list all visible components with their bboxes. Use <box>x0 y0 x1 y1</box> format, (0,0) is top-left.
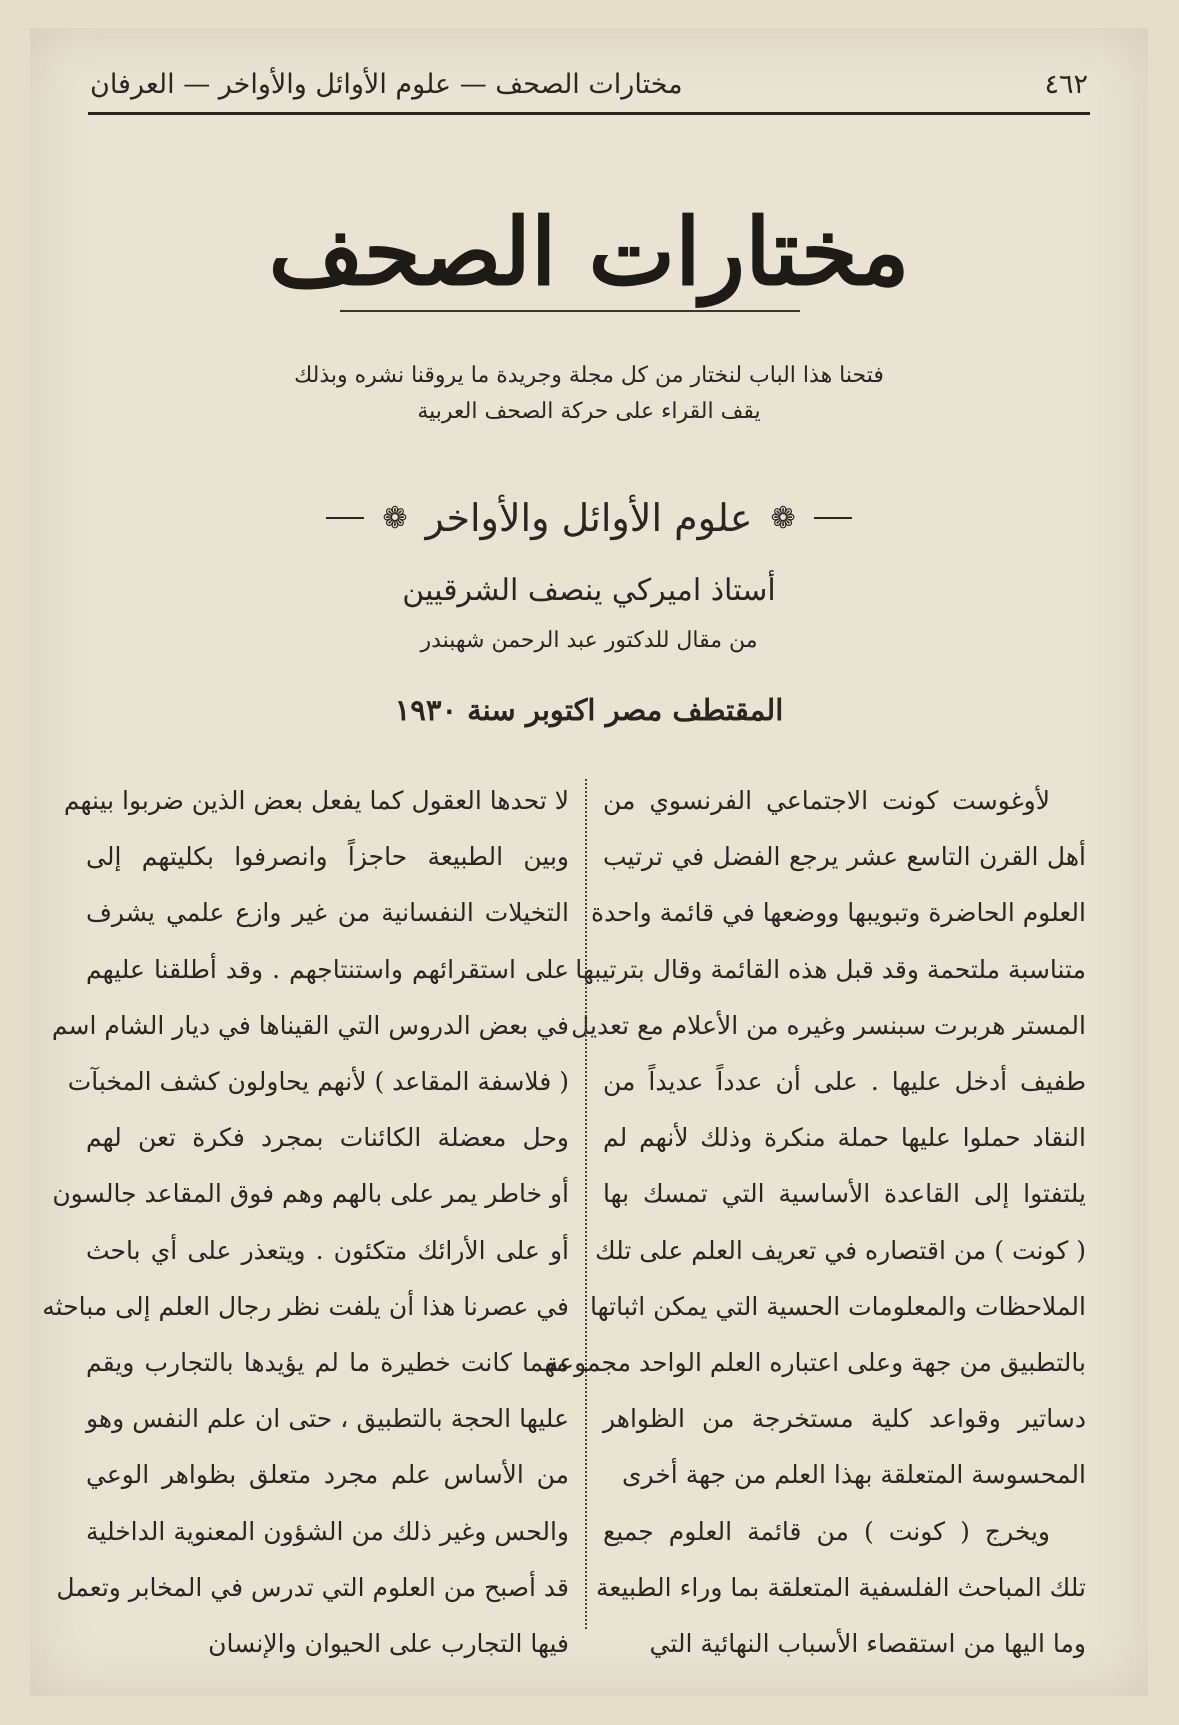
column-line: وحل معضلة الكائنات بمجرد فكرة تعن لهم <box>86 1123 569 1153</box>
heading-dash <box>326 517 364 519</box>
column-line: العلوم الحاضرة وتبويبها ووضعها في قائمة واحدة <box>591 898 1086 928</box>
document-page <box>30 28 1148 1696</box>
article-title: علوم الأوائل والأواخر <box>425 496 753 540</box>
article-source: المقتطف مصر اكتوبر سنة ١٩٣٠ <box>394 693 784 727</box>
text-column-right <box>545 773 1086 1659</box>
running-head <box>90 64 1088 104</box>
column-line: في بعض الدروس التي القيناها في ديار الشام اسم <box>51 1010 569 1040</box>
intro-line: فتحنا هذا الباب لنختار من كل مجلة وجريدة ما يروقنا نشره وبذلك <box>294 363 884 388</box>
column-line: لأوغوست كونت الاجتماعي الفرنسوي من <box>603 786 1050 815</box>
section-intro <box>30 358 1148 430</box>
column-line: مهما كانت خطيرة ما لم يؤيدها بالتجارب ويقم <box>86 1348 569 1378</box>
column-divider <box>585 779 587 1629</box>
column-line: قد أصبح من العلوم التي تدرس في المخابر وتعمل <box>56 1572 569 1602</box>
column-line: عليها الحجة بالتطبيق ، حتى ان علم النفس وهو <box>86 1404 569 1434</box>
column-line: النقاد حملوا عليها حملة منكرة وذلك لأنهم لم <box>603 1123 1086 1153</box>
masthead-underline <box>340 310 800 312</box>
column-line: يلتفتوا إلى القاعدة الأساسية التي تمسك بها <box>603 1179 1086 1209</box>
column-line: الملاحظات والمعلومات الحسية التي يمكن اثباتها <box>590 1291 1086 1321</box>
column-line: وبين الطبيعة حاجزاً وانصرفوا بكليتهم إلى <box>86 842 569 872</box>
flower-ornament-icon: ❁ <box>382 500 408 536</box>
column-line: فيها التجارب على الحيوان والإنسان <box>208 1629 569 1659</box>
column-line: على استقرائهم واستنتاجهم . وقد أطلقنا عليهم <box>86 954 569 984</box>
column-line: في عصرنا هذا أن يلفت نظر رجال العلم إلى مباحثه <box>42 1291 569 1321</box>
column-line: من الأساس علم مجرد متعلق بظواهر الوعي <box>86 1460 569 1490</box>
column-line: متناسبة ملتحمة وقد قبل هذه القائمة وقال بترتيبها <box>575 954 1086 984</box>
article-heading <box>30 496 1148 540</box>
column-line: طفيف أدخل عليها . على أن عدداً عديداً من <box>603 1067 1086 1097</box>
article-byline: من مقال للدكتور عبد الرحمن شهبندر <box>420 628 758 653</box>
heading-dash <box>814 517 852 519</box>
column-line: لا تحدها العقول كما يفعل بعض الذين ضربوا بينهم <box>63 786 569 815</box>
page-number: ٤٦٢ <box>1044 68 1088 100</box>
column-line: والحس وغير ذلك من الشؤون المعنوية الداخلية <box>86 1516 569 1546</box>
column-line: ويخرج ( كونت ) من قائمة العلوم جميع <box>603 1516 1050 1546</box>
column-line: دساتير وقواعد كلية مستخرجة من الظواهر <box>603 1404 1086 1434</box>
column-line: المحسوسة المتعلقة بهذا العلم من جهة أخرى <box>621 1460 1086 1490</box>
flower-ornament-icon: ❁ <box>770 500 796 536</box>
column-line: ( كونت ) من اقتصاره في تعريف العلم على تلك <box>595 1235 1086 1265</box>
column-line: ( فلاسفة المقاعد ) لأنهم يحاولون كشف المخبآت <box>67 1067 569 1097</box>
column-line: أو خاطر يمر على بالهم وهم فوق المقاعد جالسون <box>52 1179 569 1209</box>
article-subtitle: أستاذ اميركي ينصف الشرقيين <box>402 573 776 608</box>
column-line: المستر هربرت سبنسر وغيره من الأعلام مع تعديل <box>571 1010 1086 1040</box>
intro-line: يقف القراء على حركة الصحف العربية <box>417 399 761 424</box>
text-column-left <box>42 773 585 1659</box>
header-rule <box>88 112 1090 115</box>
column-line: بالتطبيق من جهة وعلى اعتباره العلم الواحد مجموعة <box>545 1348 1086 1378</box>
running-head-title: مختارات الصحف — علوم الأوائل والأواخر — العرفان <box>90 68 683 100</box>
masthead-title: مختارات الصحف <box>268 198 910 306</box>
column-line: تلك المباحث الفلسفية المتعلقة بما وراء الطبيعة <box>596 1572 1086 1602</box>
column-line: أهل القرن التاسع عشر يرجع الفضل في ترتيب <box>603 842 1086 872</box>
column-line: التخيلات النفسانية من غير وازع علمي يشرف <box>86 898 569 928</box>
column-line: وما اليها من استقصاء الأسباب النهائية التي <box>649 1629 1086 1659</box>
column-line: أو على الأرائك متكئون . ويتعذر على أي باحث <box>86 1235 569 1265</box>
article-body <box>42 773 1086 1659</box>
